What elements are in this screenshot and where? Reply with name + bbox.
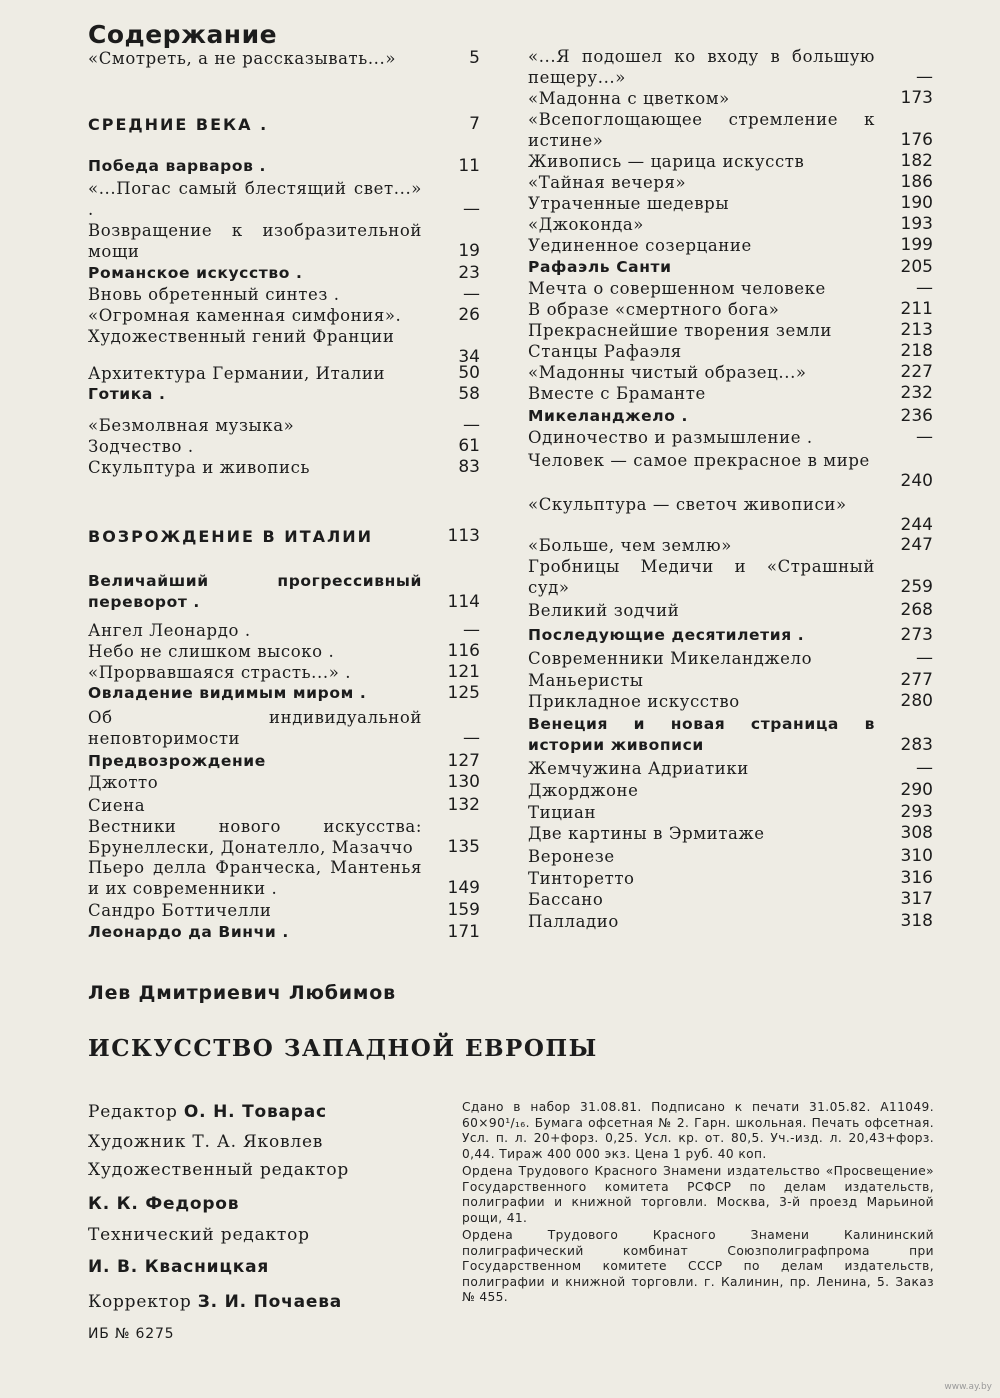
toc-entry: [528, 341, 933, 362]
watermark: www.ay.by: [944, 1382, 992, 1392]
toc-entry-page: 173: [900, 88, 933, 108]
credit-tech-editor-name: И. В. Квасницкая: [88, 1257, 270, 1277]
toc-entry-title: Прикладное искусство: [528, 692, 740, 711]
toc-entry: [88, 707, 480, 749]
toc-entry-page: 135: [447, 837, 480, 857]
toc-entry-page: —: [916, 427, 933, 447]
imprint-print-details: Сдано в набор 31.08.81. Подписано к печати 31.05.82. А11049. 60×90¹/₁₆. Бумага офсетная № 2. Гарн. школьная. Печать офсетная. Усл. п. л. 20+форз. 0,25. Усл. кр. от. 80,5. Уч.-изд. л. 20,43+форз. 0,44. Тираж 400 000 экз. Цена 1 руб. 40 коп.: [462, 1100, 934, 1161]
toc-entry-page: 58: [458, 384, 480, 404]
toc-entry-page: 310: [900, 846, 933, 866]
book-title: ИСКУССТВО ЗАПАДНОЙ ЕВРОПЫ: [88, 1035, 598, 1062]
toc-entry-page: 280: [900, 691, 933, 711]
credit-tech-editor: [88, 1257, 269, 1277]
toc-entry: [528, 535, 933, 556]
toc-entry-title: Вместе с Браманте: [528, 384, 706, 403]
credit-art-editor-name: К. К. Федоров: [88, 1194, 240, 1214]
toc-entry-title: «Мадонны чистый образец...»: [528, 363, 807, 382]
toc-entry: [528, 299, 933, 320]
toc-entry: [528, 46, 933, 88]
toc-entry-page: 318: [900, 911, 933, 931]
toc-entry-page: —: [463, 728, 480, 748]
toc-entry-title: Человек — самое прекрасное в мире: [528, 451, 870, 470]
toc-entry-page: 227: [900, 362, 933, 382]
toc-entry-page: 171: [447, 922, 480, 942]
toc-entry: [528, 846, 933, 867]
toc-entry-page: 7: [469, 114, 480, 134]
toc-entry-title: «Огромная каменная симфония».: [88, 306, 402, 325]
toc-entry-page: 113: [447, 526, 480, 546]
toc-entry: [528, 823, 933, 844]
toc-entry: [88, 641, 480, 662]
toc-entry-page: 186: [900, 172, 933, 192]
toc-entry-title: Утраченные шедевры: [528, 194, 730, 213]
toc-entry: [88, 363, 480, 384]
toc-entry-title: Готика .: [88, 385, 166, 403]
toc-entry-title: Вестники нового искусства: Брунеллески, Донателло, Мазаччо: [88, 817, 422, 857]
toc-entry: [88, 683, 480, 704]
toc-entry: [88, 436, 480, 457]
toc-entry: [528, 193, 933, 214]
toc-entry: [88, 415, 480, 436]
toc-entry-title: Джорджоне: [528, 781, 639, 800]
toc-entry-title: Победа варваров .: [88, 157, 266, 175]
toc-entry-page: 293: [900, 802, 933, 822]
toc-entry-page: 277: [900, 670, 933, 690]
credit-corrector-name: З. И. Почаева: [197, 1292, 343, 1312]
toc-entry-page: —: [916, 278, 933, 298]
toc-entry-page: —: [916, 67, 933, 87]
toc-entry-page: 19: [458, 241, 480, 261]
toc-entry-title: Об индивидуальной неповторимости: [88, 708, 422, 748]
toc-entry: [528, 109, 933, 151]
credit-editor-label: Редактор: [88, 1102, 178, 1122]
toc-entry: [528, 172, 933, 193]
toc-entry-title: Станцы Рафаэля: [528, 342, 682, 361]
toc-entry: [88, 620, 480, 641]
toc-entry: [88, 305, 480, 326]
toc-entry: [88, 284, 480, 305]
toc-entry: [88, 156, 480, 177]
toc-entry: [88, 900, 480, 921]
toc-entry: [88, 48, 480, 69]
toc-entry-title: Две картины в Эрмитаже: [528, 824, 765, 843]
toc-entry-title: Прекраснейшие творения земли: [528, 321, 832, 340]
toc-entry-page: 130: [447, 772, 480, 792]
toc-entry: [528, 556, 933, 598]
toc-entry-page: 290: [900, 780, 933, 800]
toc-entry-page: 11: [458, 156, 480, 176]
toc-entry-title: «Всепоглощающее стремление к истине»: [528, 110, 875, 150]
toc-entry-page: 190: [900, 193, 933, 213]
toc-entry-page: —: [463, 199, 480, 219]
toc-entry-title: «Безмолвная музыка»: [88, 416, 295, 435]
credit-editor-name: О. Н. Товарас: [183, 1102, 327, 1122]
toc-entry-title: Одиночество и размышление .: [528, 428, 813, 447]
toc-entry-page: 247: [900, 535, 933, 555]
toc-entry-page: 121: [447, 662, 480, 682]
toc-entry: [88, 795, 480, 816]
toc-entry: [528, 406, 933, 427]
toc-entry-page: 211: [900, 299, 933, 319]
toc-entry: [528, 494, 933, 535]
toc-entry-title: Небо не слишком высоко .: [88, 642, 335, 661]
toc-entry-title: «...Погас самый блестящий свет...» .: [88, 179, 422, 219]
toc-entry: [88, 857, 480, 899]
toc-entry-title: Тициан: [528, 803, 597, 822]
toc-entry: [528, 625, 933, 646]
toc-entry-page: 83: [458, 457, 480, 477]
toc-entry-page: 26: [458, 305, 480, 325]
toc-entry: [88, 220, 480, 262]
toc-entry-page: 50: [458, 363, 480, 383]
toc-entry: [528, 383, 933, 404]
toc-entry-title: Сандро Боттичелли: [88, 901, 272, 920]
credit-tech-editor-label: Технический редактор: [88, 1225, 310, 1245]
book-author: Лев Дмитриевич Любимов: [88, 982, 396, 1004]
toc-entry-title: Архитектура Германии, Италии: [88, 364, 386, 383]
toc-entry: [88, 263, 480, 284]
toc-entry-title: Предвозрождение: [88, 752, 266, 770]
toc-entry-title: ВОЗРОЖДЕНИЕ В ИТАЛИИ: [88, 527, 374, 546]
imprint-block: [462, 1100, 934, 1308]
toc-entry-title: Жемчужина Адриатики: [528, 759, 749, 778]
toc-entry-title: Ангел Леонардо .: [88, 621, 251, 640]
toc-entry: [528, 278, 933, 299]
toc-entry: [88, 526, 480, 547]
toc-entry: [88, 178, 480, 220]
toc-entry-page: 240: [900, 471, 933, 491]
toc-entry-page: 149: [447, 878, 480, 898]
toc-entry-title: Сиена: [88, 796, 146, 815]
toc-entry-title: Рафаэль Санти: [528, 258, 672, 276]
toc-entry: [528, 758, 933, 779]
toc-entry: [528, 648, 933, 669]
toc-entry: [528, 427, 933, 448]
toc-entry-page: 127: [447, 751, 480, 771]
toc-entry-page: —: [463, 284, 480, 304]
credit-artist: [88, 1132, 323, 1152]
toc-entry-page: 308: [900, 823, 933, 843]
toc-entry-page: 176: [900, 130, 933, 150]
toc-entry: [528, 235, 933, 256]
toc-entry: [528, 88, 933, 109]
toc-entry: [88, 326, 480, 367]
toc-entry-page: 23: [458, 263, 480, 283]
toc-entry-page: 283: [900, 735, 933, 755]
toc-entry: [528, 868, 933, 889]
toc-entry: [88, 457, 480, 478]
toc-entry-title: «Мадонна с цветком»: [528, 89, 730, 108]
credit-corrector: [88, 1292, 342, 1312]
toc-entry-title: Тинторетто: [528, 869, 635, 888]
toc-entry: [528, 600, 933, 621]
toc-entry-page: 205: [900, 257, 933, 277]
toc-entry: [88, 922, 480, 943]
credit-artist-label: Художник: [88, 1132, 187, 1152]
toc-entry-page: 232: [900, 383, 933, 403]
credit-artist-name: Т. А. Яковлев: [192, 1132, 324, 1152]
ib-number: ИБ № 6275: [88, 1326, 175, 1342]
toc-entry-title: «...Я подошел ко входу в большую пещеру...»: [528, 47, 875, 87]
toc-entry-page: —: [463, 620, 480, 640]
toc-entry-title: Микеланджело .: [528, 407, 688, 425]
imprint-publisher: Ордена Трудового Красного Знамени издательство «Просвещение» Государственного комитета РСФСР по делам издательств, полиграфии и книжной торговли. Москва, 3-й проезд Марьиной рощи, 41.: [462, 1164, 934, 1225]
toc-entry: [528, 714, 933, 756]
toc-entry: [88, 114, 480, 135]
toc-entry-title: СРЕДНИЕ ВЕКА .: [88, 115, 269, 134]
credit-corrector-label: Корректор: [88, 1292, 192, 1312]
toc-entry: [528, 151, 933, 172]
toc-entry-title: «Прорвавшаяся страсть...» .: [88, 663, 352, 682]
toc-entry-page: 317: [900, 889, 933, 909]
toc-entry: [528, 257, 933, 278]
toc-entry: [528, 780, 933, 801]
credit-art-editor: [88, 1194, 239, 1214]
toc-entry-title: Маньеристы: [528, 671, 644, 690]
toc-entry-page: 218: [900, 341, 933, 361]
toc-entry-page: 125: [447, 683, 480, 703]
toc-entry-page: 273: [900, 625, 933, 645]
toc-entry-title: Живопись — царица искусств: [528, 152, 805, 171]
credit-editor: [88, 1102, 327, 1122]
toc-entry-title: Джотто: [88, 773, 159, 792]
toc-entry: [88, 816, 480, 858]
toc-entry: [528, 362, 933, 383]
toc-entry: [88, 662, 480, 683]
toc-entry-title: «Смотреть, а не рассказывать...»: [88, 49, 397, 68]
toc-entry-page: 193: [900, 214, 933, 234]
toc-entry: [528, 214, 933, 235]
toc-entry-title: Художественный гений Франции: [88, 327, 395, 346]
toc-entry-title: Вновь обретенный синтез .: [88, 285, 340, 304]
toc-entry: [528, 670, 933, 691]
toc-entry-title: Мечта о совершенном человеке: [528, 279, 826, 298]
toc-entry-title: Леонардо да Винчи .: [88, 923, 289, 941]
toc-entry-title: Пьеро делла Франческа, Мантенья и их современники .: [88, 858, 422, 898]
toc-entry-page: 116: [447, 641, 480, 661]
toc-entry-title: «Скульптура — светоч живописи»: [528, 495, 847, 514]
toc-entry-page: 182: [900, 151, 933, 171]
toc-entry-title: Овладение видимым миром .: [88, 684, 367, 702]
toc-entry: [88, 772, 480, 793]
toc-entry-title: Великий зодчий: [528, 601, 680, 620]
toc-entry: [88, 384, 480, 405]
toc-entry-title: Величайший прогрессивный переворот .: [88, 572, 422, 611]
toc-entry-page: —: [916, 758, 933, 778]
toc-entry-title: Гробницы Медичи и «Страшный суд»: [528, 557, 875, 597]
toc-entry-page: 268: [900, 600, 933, 620]
credit-art-editor-label: Художественный редактор: [88, 1160, 350, 1180]
toc-entry-page: 5: [469, 48, 480, 68]
toc-entry-page: 259: [900, 577, 933, 597]
toc-entry: [88, 751, 480, 772]
toc-entry: [88, 571, 480, 613]
toc-entry-page: 114: [447, 592, 480, 612]
toc-entry-title: Последующие десятилетия .: [528, 626, 805, 644]
toc-entry-title: Палладио: [528, 912, 619, 931]
toc-entry-page: 316: [900, 868, 933, 888]
toc-entry-page: 199: [900, 235, 933, 255]
toc-entry-title: Скульптура и живопись: [88, 458, 311, 477]
toc-entry: [528, 450, 933, 491]
toc-entry-page: 34: [458, 347, 480, 367]
toc-entry-title: Уединенное созерцание: [528, 236, 752, 255]
toc-entry-title: Бассано: [528, 890, 604, 909]
toc-entry-title: Венеция и новая страница в истории живописи: [528, 715, 875, 754]
toc-entry-page: —: [463, 415, 480, 435]
toc-entry: [528, 802, 933, 823]
imprint-printer: Ордена Трудового Красного Знамени Калининский полиграфический комбинат Союзполиграфпрома при Государственном комитете СССР по делам издательств, полиграфии и книжной торговли. г. Калинин, пр. Ленина, 5. Заказ № 455.: [462, 1228, 934, 1304]
toc-entry-page: 159: [447, 900, 480, 920]
toc-entry-title: Современники Микеланджело: [528, 649, 813, 668]
toc-entry-title: «Тайная вечеря»: [528, 173, 687, 192]
toc-entry-title: «Больше, чем землю»: [528, 536, 732, 555]
toc-entry-title: «Джоконда»: [528, 215, 644, 234]
toc-entry-title: Возвращение к изобразительной мощи: [88, 221, 422, 261]
toc-entry-page: —: [916, 648, 933, 668]
toc-entry-title: Веронезе: [528, 847, 615, 866]
toc-entry-title: Романское искусство .: [88, 264, 303, 282]
toc-entry-title: В образе «смертного бога»: [528, 300, 780, 319]
toc-entry: [528, 320, 933, 341]
toc-entry: [528, 691, 933, 712]
toc-entry-page: 236: [900, 406, 933, 426]
toc-entry-page: 132: [447, 795, 480, 815]
toc-entry: [528, 911, 933, 932]
toc-entry-page: 61: [458, 436, 480, 456]
toc-heading: Содержание: [88, 20, 278, 49]
toc-entry-page: 213: [900, 320, 933, 340]
toc-entry-title: Зодчество .: [88, 437, 194, 456]
toc-entry-page: 244: [900, 515, 933, 535]
toc-entry: [528, 889, 933, 910]
